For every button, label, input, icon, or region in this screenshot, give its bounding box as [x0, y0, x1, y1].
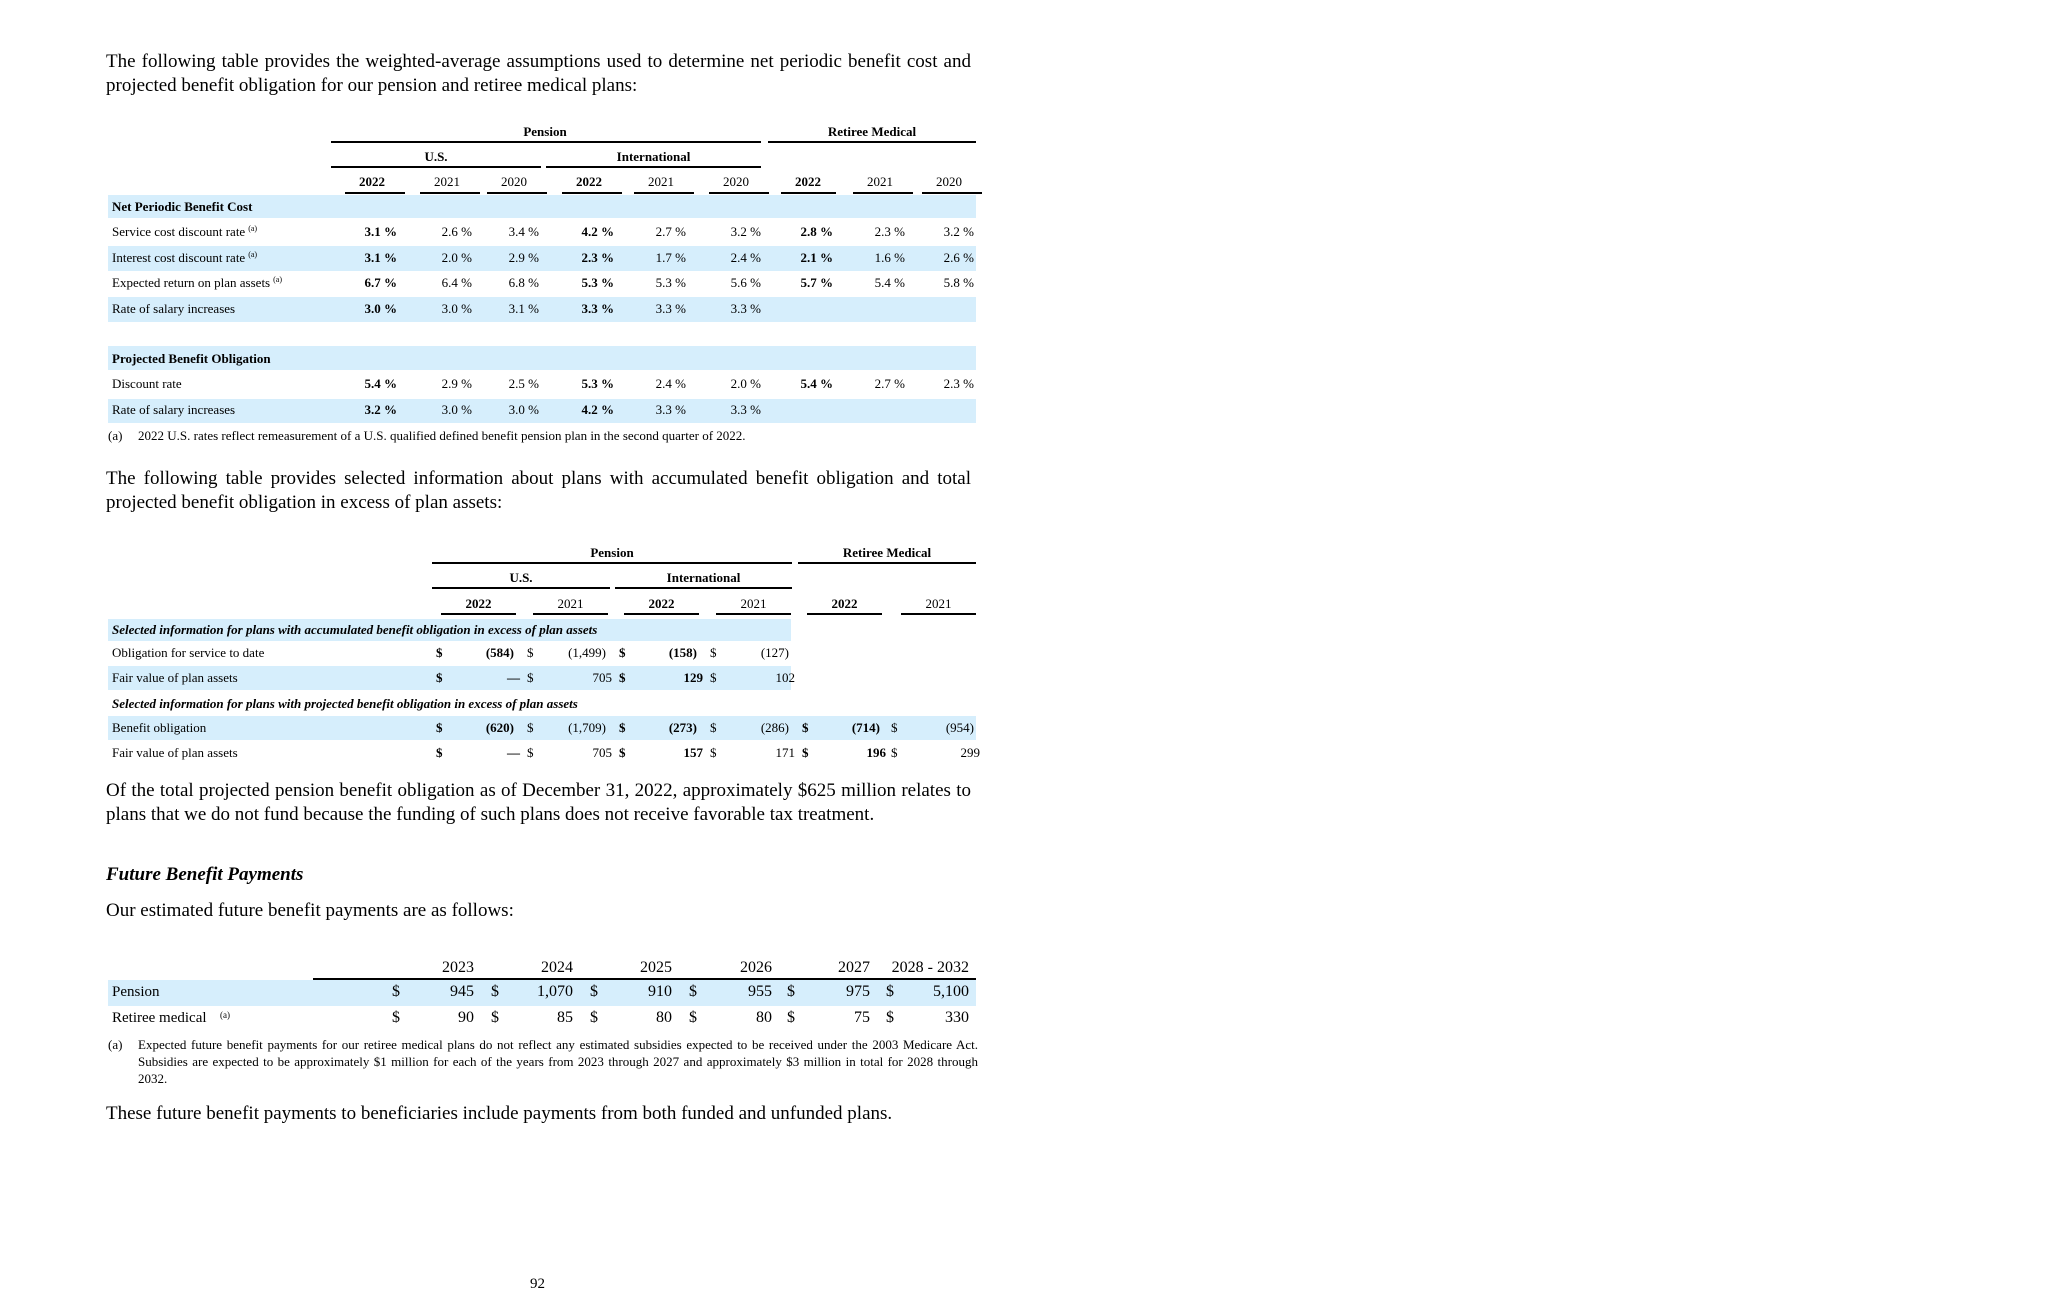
table-cell: 330: [945, 1009, 969, 1026]
table-cell: 3.0 %: [441, 402, 472, 417]
table-cell: 3.1 %: [364, 250, 397, 265]
currency-symbol: $: [689, 983, 697, 1000]
table-cell: 705: [592, 745, 612, 760]
currency-symbol: $: [619, 745, 626, 760]
footnote-reference: (a): [273, 275, 283, 284]
table-cell: (620): [485, 720, 514, 735]
currency-symbol: $: [491, 983, 499, 1000]
table-cell: 2.3 %: [581, 250, 614, 265]
paragraph-estimated-payments: Our estimated future benefit payments are as follows:: [106, 900, 514, 921]
footnote-text: 2022 U.S. rates reflect remeasurement of a U.S. qualified defined benefit pension plan in the second quarter of 2022.: [138, 428, 746, 443]
footnote-reference: (a): [248, 250, 258, 259]
currency-symbol: $: [886, 983, 894, 1000]
table-cell: 2.0 %: [730, 376, 761, 391]
currency-symbol: $: [436, 745, 443, 760]
table-cell: 157: [683, 745, 703, 760]
table-cell: 75: [854, 1009, 870, 1026]
table-cell: 4.2 %: [581, 224, 614, 239]
table-cell: 5.4 %: [364, 376, 397, 391]
table-cell: 6.8 %: [508, 275, 539, 290]
currency-symbol: $: [436, 720, 443, 735]
table-cell: 2.6 %: [943, 250, 974, 265]
column-year-header: 2021: [740, 596, 767, 611]
table-cell: 5.4 %: [800, 376, 833, 391]
column-year-header: 2022: [576, 174, 602, 189]
currency-symbol: $: [436, 645, 443, 660]
footnote-mark: (a): [108, 1037, 123, 1052]
currency-symbol: $: [436, 670, 443, 685]
footnote-reference: (a): [220, 1010, 230, 1020]
table-cell: 3.3 %: [655, 301, 686, 316]
table-cell: (127): [760, 645, 789, 660]
table-row-label: Pension: [112, 984, 160, 1000]
table-row-label: Fair value of plan assets: [112, 670, 238, 685]
column-year-header: 2026: [740, 959, 772, 976]
table-cell: 3.3 %: [730, 301, 761, 316]
currency-symbol: $: [787, 983, 795, 1000]
column-year-header: 2024: [541, 959, 573, 976]
section-title-projected-benefit-obligation: Selected information for plans with projected benefit obligation in excess of plan assets: [112, 696, 578, 711]
footnote-mark: (a): [108, 428, 123, 443]
table-cell: 5.6 %: [730, 275, 761, 290]
table-cell: 2.8 %: [800, 224, 833, 239]
currency-symbol: $: [392, 983, 400, 1000]
currency-symbol: $: [590, 1009, 598, 1026]
table-row-label: Expected return on plan assets: [112, 275, 271, 290]
column-group-retiree-medical: Retiree Medical: [842, 545, 932, 560]
paragraph-funded-unfunded: These future benefit payments to beneficiaries include payments from both funded and unfunded plans.: [106, 1103, 893, 1124]
section-title-accumulated-benefit-obligation: Selected information for plans with accumulated benefit obligation in excess of plan assets: [112, 622, 598, 637]
currency-symbol: $: [689, 1009, 697, 1026]
column-year-header: 2021: [867, 174, 893, 189]
column-year-header: 2022: [831, 596, 858, 611]
table-cell: 102: [775, 670, 795, 685]
table-row-label: Fair value of plan assets: [112, 745, 238, 760]
table-row-label: Discount rate: [112, 376, 182, 391]
currency-symbol: $: [527, 645, 534, 660]
intro-paragraph-excess-obligation: The following table provides selected information about plans with accumulated benefit obligation and total projected benefit obligation in excess of plan assets:: [106, 468, 971, 513]
table-cell: 3.4 %: [508, 224, 539, 239]
table-cell: (273): [668, 720, 697, 735]
column-year-header: 2028 - 2032: [891, 959, 969, 976]
table-cell: 3.2 %: [364, 402, 397, 417]
currency-symbol: $: [392, 1009, 400, 1026]
table-cell: 5.4 %: [874, 275, 905, 290]
table-cell: 1,070: [537, 983, 573, 1000]
table-cell: 80: [656, 1009, 672, 1026]
table-cell: 2.5 %: [508, 376, 539, 391]
table-cell: 5.3 %: [655, 275, 686, 290]
table-cell: 6.4 %: [441, 275, 472, 290]
table-cell: 2.7 %: [874, 376, 905, 391]
table-cell: 3.1 %: [364, 224, 397, 239]
table-cell: 2.6 %: [441, 224, 472, 239]
currency-symbol: $: [619, 645, 626, 660]
table-row-label: Rate of salary increases: [112, 301, 236, 316]
table-cell: 3.1 %: [508, 301, 539, 316]
section-title-projected-benefit-obligation: Projected Benefit Obligation: [112, 351, 271, 366]
table-cell: 3.2 %: [730, 224, 761, 239]
currency-symbol: $: [891, 745, 898, 760]
column-group-pension: Pension: [590, 545, 634, 560]
currency-symbol: $: [710, 720, 717, 735]
currency-symbol: $: [710, 670, 717, 685]
table-row-label: Service cost discount rate: [112, 224, 246, 239]
table-cell: 2.3 %: [874, 224, 905, 239]
currency-symbol: $: [619, 720, 626, 735]
currency-symbol: $: [491, 1009, 499, 1026]
table-cell: 945: [450, 983, 474, 1000]
table-cell: 129: [683, 670, 703, 685]
table-cell: 3.3 %: [581, 301, 614, 316]
table-cell: 5,100: [933, 983, 969, 1000]
column-subgroup-international: International: [616, 149, 691, 164]
table-cell: 2.4 %: [730, 250, 761, 265]
table-cell: 2.9 %: [508, 250, 539, 265]
table-cell: 2.1 %: [800, 250, 833, 265]
table-cell: 196: [866, 745, 886, 760]
table-row-label: Obligation for service to date: [112, 645, 265, 660]
table-cell: 975: [846, 983, 870, 1000]
currency-symbol: $: [710, 745, 717, 760]
table-cell: 2.0 %: [441, 250, 472, 265]
table-cell: (714): [851, 720, 880, 735]
column-year-header: 2020: [936, 174, 962, 189]
column-year-header: 2023: [442, 959, 474, 976]
table-row-label: Rate of salary increases: [112, 402, 236, 417]
table-cell: 3.0 %: [508, 402, 539, 417]
currency-symbol: $: [590, 983, 598, 1000]
paragraph-unfunded-plans: Of the total projected pension benefit obligation as of December 31, 2022, approximately $625 million relates to plans that we do not fund because the funding of such plans does not receive favorable tax treatment.: [106, 780, 971, 825]
column-year-header: 2022: [795, 174, 821, 189]
currency-symbol: $: [619, 670, 626, 685]
table-cell: 705: [592, 670, 612, 685]
footnote-reference: (a): [248, 224, 258, 233]
currency-symbol: $: [527, 670, 534, 685]
currency-symbol: $: [802, 720, 809, 735]
table-cell: 80: [756, 1009, 772, 1026]
table-cell: 3.2 %: [943, 224, 974, 239]
currency-symbol: $: [710, 645, 717, 660]
table-cell: 1.6 %: [874, 250, 905, 265]
column-year-header: 2022: [465, 596, 492, 611]
currency-symbol: $: [787, 1009, 795, 1026]
column-group-retiree-medical: Retiree Medical: [827, 124, 917, 139]
table-cell: (584): [485, 645, 514, 660]
table-cell: 3.0 %: [441, 301, 472, 316]
table-cell: 2.3 %: [943, 376, 974, 391]
table-cell: (286): [760, 720, 789, 735]
table-cell: 2.7 %: [655, 224, 686, 239]
table-cell: 910: [648, 983, 672, 1000]
table-cell: 1.7 %: [655, 250, 686, 265]
table-cell: 2.9 %: [441, 376, 472, 391]
column-group-pension: Pension: [523, 124, 567, 139]
column-year-header: 2020: [723, 174, 749, 189]
footnote-text: Expected future benefit payments for our retiree medical plans do not reflect any estimated subsidies expected to be received under the 2003 Medicare Act. Subsidies are expected to be approximately $1 million for each of the years from 2023 through 2027 and approximately $3 million in total for 2028 through 2032.: [138, 1037, 978, 1086]
table-cell: 171: [775, 745, 795, 760]
column-year-header: 2022: [359, 174, 385, 189]
column-year-header: 2020: [501, 174, 527, 189]
column-year-header: 2025: [640, 959, 672, 976]
table-cell: 6.7 %: [364, 275, 397, 290]
section-title-net-periodic-benefit-cost: Net Periodic Benefit Cost: [112, 199, 253, 214]
section-heading-future-benefit-payments: Future Benefit Payments: [106, 864, 304, 885]
table-cell: (1,709): [568, 720, 606, 735]
table-cell: 955: [748, 983, 772, 1000]
table-cell: 4.2 %: [581, 402, 614, 417]
table-cell: (1,499): [568, 645, 606, 660]
column-year-header: 2022: [648, 596, 675, 611]
table-cell: —: [507, 745, 520, 760]
table-cell: 5.3 %: [581, 275, 614, 290]
intro-paragraph-assumptions: The following table provides the weighted-average assumptions used to determine net periodic benefit cost and projected benefit obligation for our pension and retiree medical plans:: [106, 51, 971, 96]
currency-symbol: $: [527, 720, 534, 735]
table-cell: 5.7 %: [800, 275, 833, 290]
page-number: 92: [530, 1276, 545, 1292]
table-row-label: Retiree medical: [112, 1010, 207, 1026]
column-subgroup-us: U.S.: [424, 149, 448, 164]
table-cell: —: [507, 670, 520, 685]
column-year-header: 2021: [434, 174, 460, 189]
table-cell: 5.3 %: [581, 376, 614, 391]
column-year-header: 2021: [648, 174, 674, 189]
column-subgroup-us: U.S.: [509, 570, 533, 585]
currency-symbol: $: [886, 1009, 894, 1026]
table-cell: 90: [458, 1009, 474, 1026]
table-cell: 5.8 %: [943, 275, 974, 290]
table-cell: 3.3 %: [730, 402, 761, 417]
table-row-label: Benefit obligation: [112, 720, 207, 735]
table-cell: (954): [945, 720, 974, 735]
table-cell: 85: [557, 1009, 573, 1026]
currency-symbol: $: [802, 745, 809, 760]
table-cell: (158): [668, 645, 697, 660]
column-year-header: 2021: [925, 596, 952, 611]
table-cell: 3.3 %: [655, 402, 686, 417]
currency-symbol: $: [891, 720, 898, 735]
table-cell: 2.4 %: [655, 376, 686, 391]
currency-symbol: $: [527, 745, 534, 760]
table-cell: 3.0 %: [364, 301, 397, 316]
table-cell: 299: [960, 745, 980, 760]
column-year-header: 2021: [557, 596, 584, 611]
column-subgroup-international: International: [666, 570, 741, 585]
table-row-label: Interest cost discount rate: [112, 250, 246, 265]
column-year-header: 2027: [838, 959, 870, 976]
